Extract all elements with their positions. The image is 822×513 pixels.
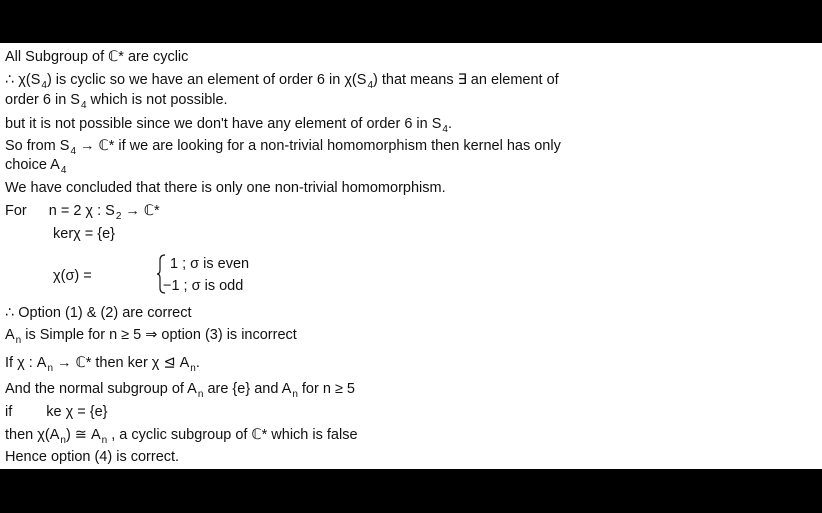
line-if-chi-an: If χ : $A_n$ → ℂ* then ker χ ⊴ $A_n$. bbox=[5, 355, 200, 374]
line-for-n2: For n = 2 χ : $S_2$ → ℂ* bbox=[5, 203, 160, 222]
line-order6-not-possible: order 6 in $S_4$ which is not possible. bbox=[5, 92, 228, 111]
line-normal-subgroups: And the normal subgroup of $A_n$ are {e} and $A_n$ for n ≥ 5 bbox=[5, 381, 355, 400]
line-an-simple: $A_n$ is Simple for n ≥ 5 ⇒ option (3) is incorrect bbox=[5, 327, 297, 346]
line-chi-s4-cyclic: ∴ $\chi(S_4)$ is cyclic so we have an element of order 6 in $\chi(S_4)$ that means ∃ an element of bbox=[5, 72, 559, 91]
document-page bbox=[0, 43, 822, 469]
top-letterbox-bar bbox=[0, 0, 822, 43]
line-then-chi-an: then $\chi(A_n)$ ≅ $A_n$ , a cyclic subgroup of ℂ* which is false bbox=[5, 427, 358, 446]
case-even: 1 ; σ is even bbox=[170, 256, 250, 272]
bottom-letterbox-bar bbox=[0, 469, 822, 513]
line-if-ker-trivial: if ke χ = {e} bbox=[5, 404, 108, 420]
line-option4-correct: Hence option (4) is correct. bbox=[5, 449, 180, 465]
line-ker-chi: kerχ = {e} bbox=[53, 226, 116, 242]
line-options-1-2-correct: ∴ Option (1) & (2) are correct bbox=[5, 305, 192, 321]
line-choice-a4: choice $A_4$ bbox=[5, 157, 67, 176]
case-odd: −1 ; σ is odd bbox=[163, 278, 244, 294]
line-from-s4: So from $S_4$ → ℂ* if we are looking for a non-trivial homomorphism then kernel has only bbox=[5, 138, 561, 157]
piecewise-definition: χ(σ) = 1 ; σ is even −1 ; σ is odd bbox=[53, 256, 250, 294]
line-no-element-order6: but it is not possible since we don't have any element of order 6 in $S_4$. bbox=[5, 116, 453, 135]
line-subgroups-cyclic: All Subgroup of ℂ* are cyclic bbox=[5, 49, 189, 65]
line-conclusion: We have concluded that there is only one non-trivial homomorphism. bbox=[5, 180, 446, 196]
